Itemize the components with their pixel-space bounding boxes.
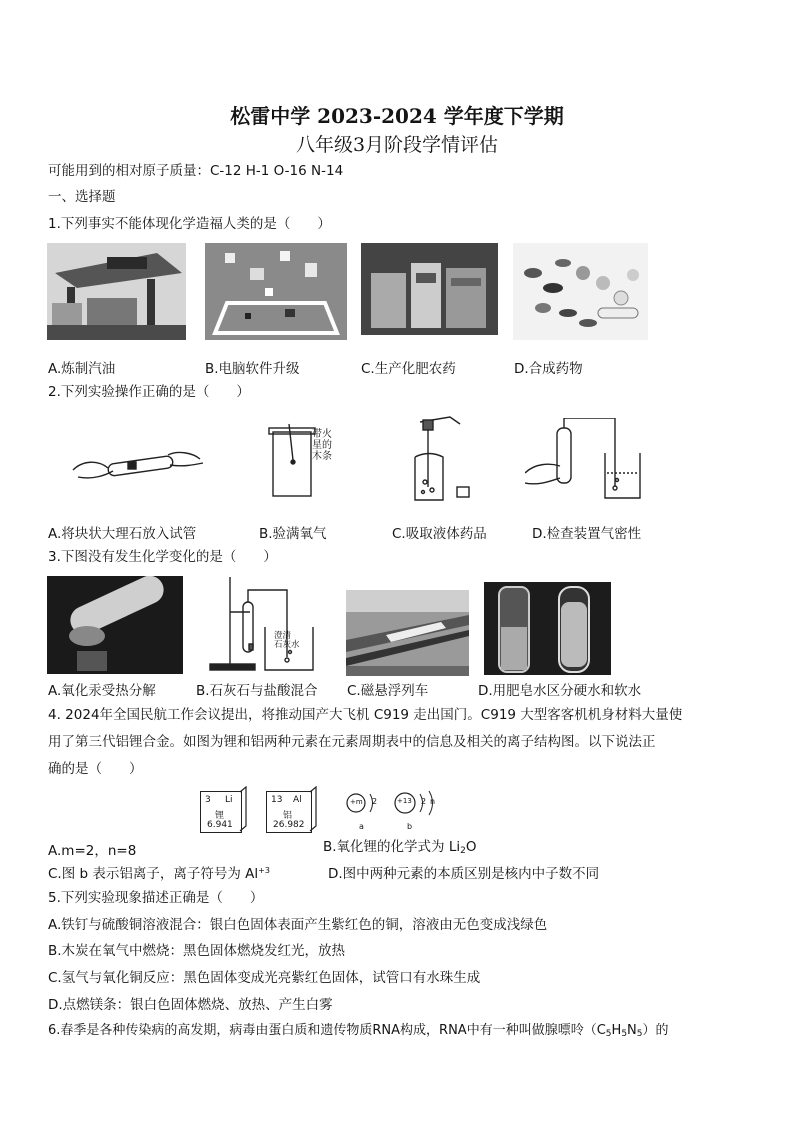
q5-option-a: A.铁钉与硫酸铜溶液混合：银白色固体表面产生紫红色的铜，溶液由无色变成浅绿色 <box>48 917 548 933</box>
q2-option-b: B.验满氧气 <box>259 526 327 542</box>
q4-option-c: C.图 b 表示铝离子，离子符号为 $Al^{+3}$ <box>48 866 270 882</box>
li-atomic-number: 3 <box>205 795 211 805</box>
splint-label-3: 木条 <box>312 451 332 462</box>
q2-stem: 2.下列实验操作正确的是（ ） <box>48 384 250 400</box>
q4-option-d: D.图中两种元素的本质区别是核内中子数不同 <box>328 866 600 882</box>
q2-option-c: C.吸取液体药品 <box>392 526 487 542</box>
limewater-label-2: 石灰水 <box>274 640 300 650</box>
exam-subtitle: 八年级3月阶段学情评估 <box>295 134 499 156</box>
exam-title: 松雷中学 2023-2024 学年度下学期 <box>230 104 564 128</box>
li-mass: 6.941 <box>207 820 233 830</box>
q4-line-2: 用了第三代铝锂合金。如图为锂和铝两种元素在元素周期表中的信息及相关的离子结构图。以下说法正 <box>48 734 656 750</box>
limewater-label-1: 澄清 <box>274 631 292 641</box>
limestone-acid-drawing <box>195 572 335 674</box>
dropper-drawing <box>405 412 475 507</box>
li-cell-shadow <box>238 786 250 834</box>
splint-label-2: 星的 <box>312 440 332 451</box>
q5-option-b: B.木炭在氧气中燃烧：黑色固体燃烧发红光，放热 <box>48 943 346 959</box>
al-cell-shadow <box>308 786 320 834</box>
ion-a-shell: 2 <box>372 797 378 806</box>
q6-stem: 6.春季是各种传染病的高发期，病毒由蛋白质和遗传物质RNA构成，RNA中有一种叫做腺嘌呤$(C_5H_5N_5)$的 <box>48 1023 669 1039</box>
fertilizer-bags-photo <box>361 243 498 335</box>
aluminum-element-cell <box>266 791 312 833</box>
airtightness-drawing <box>525 418 645 503</box>
q1-option-c: C.生产化肥农药 <box>361 361 456 377</box>
q1-option-a: A.炼制汽油 <box>48 361 116 377</box>
al-mass: 26.982 <box>273 820 305 830</box>
q3-option-b: B.石灰石与盐酸混合 <box>196 683 318 699</box>
q2-option-d: D.检查装置气密性 <box>532 526 642 542</box>
q4-line-1: 4. 2024年全国民航工作会议提出，将推动国产大飞机 C919 走出国门。C919 大型客客机机身材料大量使 <box>48 707 683 723</box>
ion-b-shell-2: n <box>430 797 436 806</box>
oxygen-test-drawing <box>265 420 345 500</box>
medicine-pills-photo <box>513 243 648 340</box>
lithium-element-cell <box>200 791 242 833</box>
q1-option-d: D.合成药物 <box>514 361 583 377</box>
al-name: 铝 <box>283 811 293 821</box>
q4-option-b: B.氧化锂的化学式为 $Li_2O$ <box>323 839 477 856</box>
q1-option-b: B.电脑软件升级 <box>205 361 300 377</box>
al-symbol: Al <box>293 795 302 805</box>
atomic-masses-note: 可能用到的相对原子质量：C-12 H-1 O-16 N-14 <box>48 163 344 179</box>
mercury-oxide-photo <box>47 576 183 674</box>
q3-option-a: A.氧化汞受热分解 <box>48 683 156 699</box>
q4-line-3: 确的是（ ） <box>48 761 143 777</box>
q3-stem: 3.下图没有发生化学变化的是（ ） <box>48 549 277 565</box>
hard-soft-water-photo <box>484 582 611 675</box>
q5-option-c: C.氢气与氧化铜反应：黑色固体变成光亮紫红色固体，试管口有水珠生成 <box>48 970 481 986</box>
q1-stem: 1.下列事实不能体现化学造福人类的是（ ） <box>48 216 331 232</box>
li-symbol: Li <box>225 795 233 805</box>
q4-option-a: A.m=2，n=8 <box>48 843 137 859</box>
maglev-train-photo <box>346 590 469 676</box>
q5-option-d: D.点燃镁条：银白色固体燃烧、放热、产生白雾 <box>48 997 333 1013</box>
splint-label-1: 带火 <box>312 429 332 440</box>
section-heading: 一、选择题 <box>48 189 116 205</box>
test-tube-insert-drawing <box>68 435 208 490</box>
ion-b-shell-1: 2 <box>421 797 427 806</box>
ion-b-nucleus: +13 <box>397 797 412 805</box>
al-atomic-number: 13 <box>271 795 283 805</box>
q2-option-a: A.将块状大理石放入试管 <box>48 526 197 542</box>
software-upgrade-photo <box>205 243 347 340</box>
ion-b-label: b <box>407 822 413 831</box>
q3-option-d: D.用肥皂水区分硬水和软水 <box>478 683 642 699</box>
ion-a-label: a <box>359 822 364 831</box>
q3-option-c: C.磁悬浮列车 <box>347 683 429 699</box>
gas-station-photo <box>47 243 186 340</box>
li-name: 锂 <box>215 811 225 821</box>
ion-a-nucleus: +m <box>350 798 363 806</box>
q5-stem: 5.下列实验现象描述正确是（ ） <box>48 890 264 906</box>
